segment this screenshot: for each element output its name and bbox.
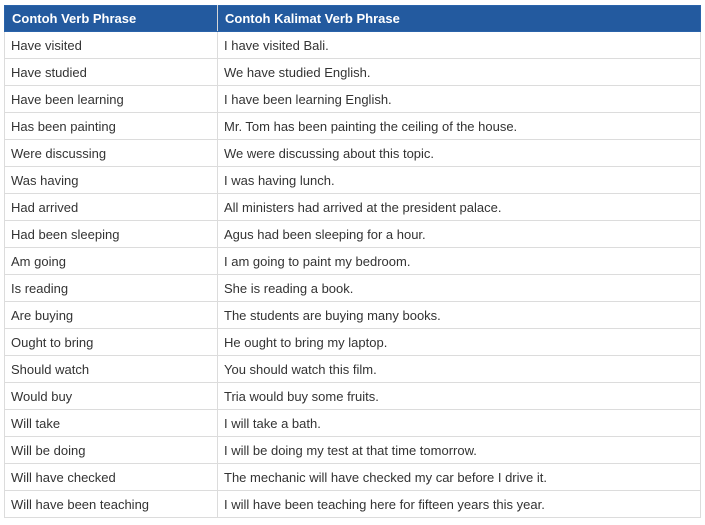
example-sentence-cell: Mr. Tom has been painting the ceiling of the house. xyxy=(218,113,701,140)
table-header xyxy=(5,6,701,32)
verb-phrase-cell: Ought to bring xyxy=(5,329,218,356)
verb-phrase-cell: Were discussing xyxy=(5,140,218,167)
verb-phrase-cell: Was having xyxy=(5,167,218,194)
example-sentence-cell: I was having lunch. xyxy=(218,167,701,194)
header-example-sentence: Contoh Kalimat Verb Phrase xyxy=(218,6,701,32)
table-row xyxy=(5,167,701,194)
header-row xyxy=(5,6,701,32)
table-row xyxy=(5,113,701,140)
example-sentence-cell: We were discussing about this topic. xyxy=(218,140,701,167)
table-row xyxy=(5,140,701,167)
example-sentence-cell: Agus had been sleeping for a hour. xyxy=(218,221,701,248)
example-sentence-cell: You should watch this film. xyxy=(218,356,701,383)
table-row xyxy=(5,410,701,437)
verb-phrase-cell: Will have been teaching xyxy=(5,491,218,518)
example-sentence-cell: We have studied English. xyxy=(218,59,701,86)
table-row xyxy=(5,329,701,356)
verb-phrase-cell: Are buying xyxy=(5,302,218,329)
verb-phrase-cell: Will have checked xyxy=(5,464,218,491)
verb-phrase-cell: Have been learning xyxy=(5,86,218,113)
example-sentence-cell: He ought to bring my laptop. xyxy=(218,329,701,356)
table-row xyxy=(5,464,701,491)
verb-phrase-cell: Have studied xyxy=(5,59,218,86)
example-sentence-cell: She is reading a book. xyxy=(218,275,701,302)
example-sentence-cell: I will be doing my test at that time tomorrow. xyxy=(218,437,701,464)
example-sentence-cell: The mechanic will have checked my car before I drive it. xyxy=(218,464,701,491)
table-row xyxy=(5,86,701,113)
verb-phrase-table xyxy=(4,5,701,518)
table-row xyxy=(5,491,701,518)
verb-phrase-cell: Had arrived xyxy=(5,194,218,221)
verb-phrase-cell: Should watch xyxy=(5,356,218,383)
table-body xyxy=(5,32,701,518)
table-row xyxy=(5,194,701,221)
verb-phrase-cell: Is reading xyxy=(5,275,218,302)
example-sentence-cell: I will have been teaching here for fifteen years this year. xyxy=(218,491,701,518)
header-verb-phrase: Contoh Verb Phrase xyxy=(5,6,218,32)
table-row xyxy=(5,59,701,86)
verb-phrase-cell: Will take xyxy=(5,410,218,437)
table-row xyxy=(5,383,701,410)
table-row xyxy=(5,356,701,383)
table-row xyxy=(5,275,701,302)
example-sentence-cell: I am going to paint my bedroom. xyxy=(218,248,701,275)
verb-phrase-cell: Have visited xyxy=(5,32,218,59)
table-row xyxy=(5,437,701,464)
verb-phrase-cell: Will be doing xyxy=(5,437,218,464)
verb-phrase-cell: Would buy xyxy=(5,383,218,410)
verb-phrase-cell: Am going xyxy=(5,248,218,275)
example-sentence-cell: I have been learning English. xyxy=(218,86,701,113)
example-sentence-cell: The students are buying many books. xyxy=(218,302,701,329)
example-sentence-cell: I will take a bath. xyxy=(218,410,701,437)
table-row xyxy=(5,32,701,59)
example-sentence-cell: All ministers had arrived at the president palace. xyxy=(218,194,701,221)
example-sentence-cell: Tria would buy some fruits. xyxy=(218,383,701,410)
table-row xyxy=(5,302,701,329)
example-sentence-cell: I have visited Bali. xyxy=(218,32,701,59)
table-row xyxy=(5,221,701,248)
table-row xyxy=(5,248,701,275)
verb-phrase-cell: Has been painting xyxy=(5,113,218,140)
verb-phrase-cell: Had been sleeping xyxy=(5,221,218,248)
